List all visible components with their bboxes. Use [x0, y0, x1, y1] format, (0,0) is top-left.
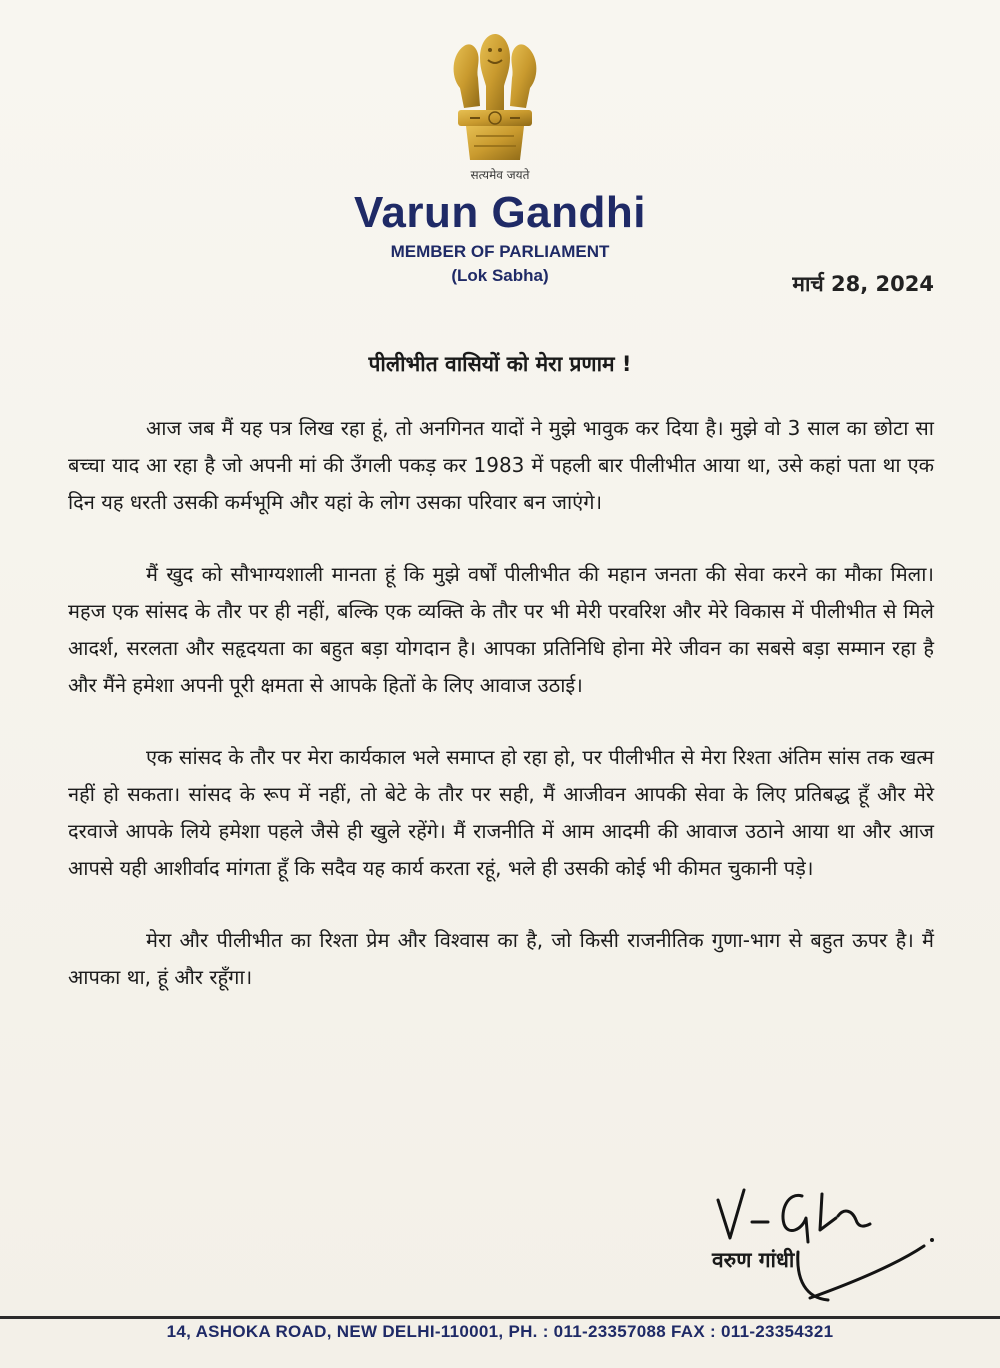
footer-address: 14, ASHOKA ROAD, NEW DELHI-110001, PH. : 011-23357088 FAX : 011-23354321	[166, 1322, 834, 1341]
body-paragraph: एक सांसद के तौर पर मेरा कार्यकाल भले समाप्त हो रहा हो, पर पीलीभीत से मेरा रिश्ता अंतिम सांस तक खत्म नहीं हो सकता। सांसद के रूप में नहीं, तो बेटे के तौर पर सही, मैं आजीवन आपकी सेवा के लिए प्रतिबद्ध हूँ और मेरे दरवाजे आपके लिये हमेशा पहले जैसे ही खुले रहेंगे। मैं राजनीति में आम आदमी की आवाज उठाने आया था और आज आपसे यही आशीर्वाद मांगता हूँ कि सदैव यह कार्य करता रहूं, भले ही उसकी कोई भी कीमत चुकानी पड़े।	[68, 745, 934, 880]
letter-date: मार्च 28, 2024	[792, 272, 934, 296]
sender-title: MEMBER OF PARLIAMENT	[390, 242, 610, 261]
emblem-motto: सत्यमेव जयते	[470, 168, 530, 182]
sender-name: Varun Gandhi	[353, 188, 647, 237]
ashoka-emblem-icon	[440, 28, 550, 168]
body-paragraph: मेरा और पीलीभीत का रिश्ता प्रेम और विश्वास का है, जो किसी राजनीतिक गुणा-भाग से बहुत ऊपर है। मैं आपका था, हूं और रहूँगा।	[68, 928, 934, 989]
signatory-name: वरुण गांधी	[712, 1248, 795, 1272]
body-paragraph: मैं खुद को सौभाग्यशाली मानता हूं कि मुझे वर्षों पीलीभीत की महान जनता की सेवा करने का मौका मिला। महज एक सांसद के तौर पर ही नहीं, बल्कि एक व्यक्ति के तौर पर भी मेरी परवरिश और मेरे विकास में पीलीभीत से मिले आदर्श, सरलता और सहृदयता का बहुत बड़ा योगदान है। आपका प्रतिनिधि होना मेरे जीवन का सबसे बड़ा सम्मान रहा है और मैंने हमेशा अपनी पूरी क्षमता से आपके हितों के लिए आवाज उठाई।	[68, 562, 934, 697]
sender-house: (Lok Sabha)	[451, 266, 549, 285]
handwritten-signature-icon	[710, 1180, 940, 1310]
salutation-heading: पीलीभीत वासियों को मेरा प्रणाम !	[368, 352, 632, 376]
footer-divider	[0, 1316, 1000, 1319]
body-paragraph: आज जब मैं यह पत्र लिख रहा हूं, तो अनगिनत यादों ने मुझे भावुक कर दिया है। मुझे वो 3 साल का छोटा सा बच्चा याद आ रहा है जो अपनी मां की उँगली पकड़ कर 1983 में पहली बार पीलीभीत आया था, उसे कहां पता था एक दिन यह धरती उसकी कर्मभूमि और यहां के लोग उसका परिवार बन जाएंगे।	[68, 416, 934, 514]
letter-body	[68, 410, 934, 1031]
